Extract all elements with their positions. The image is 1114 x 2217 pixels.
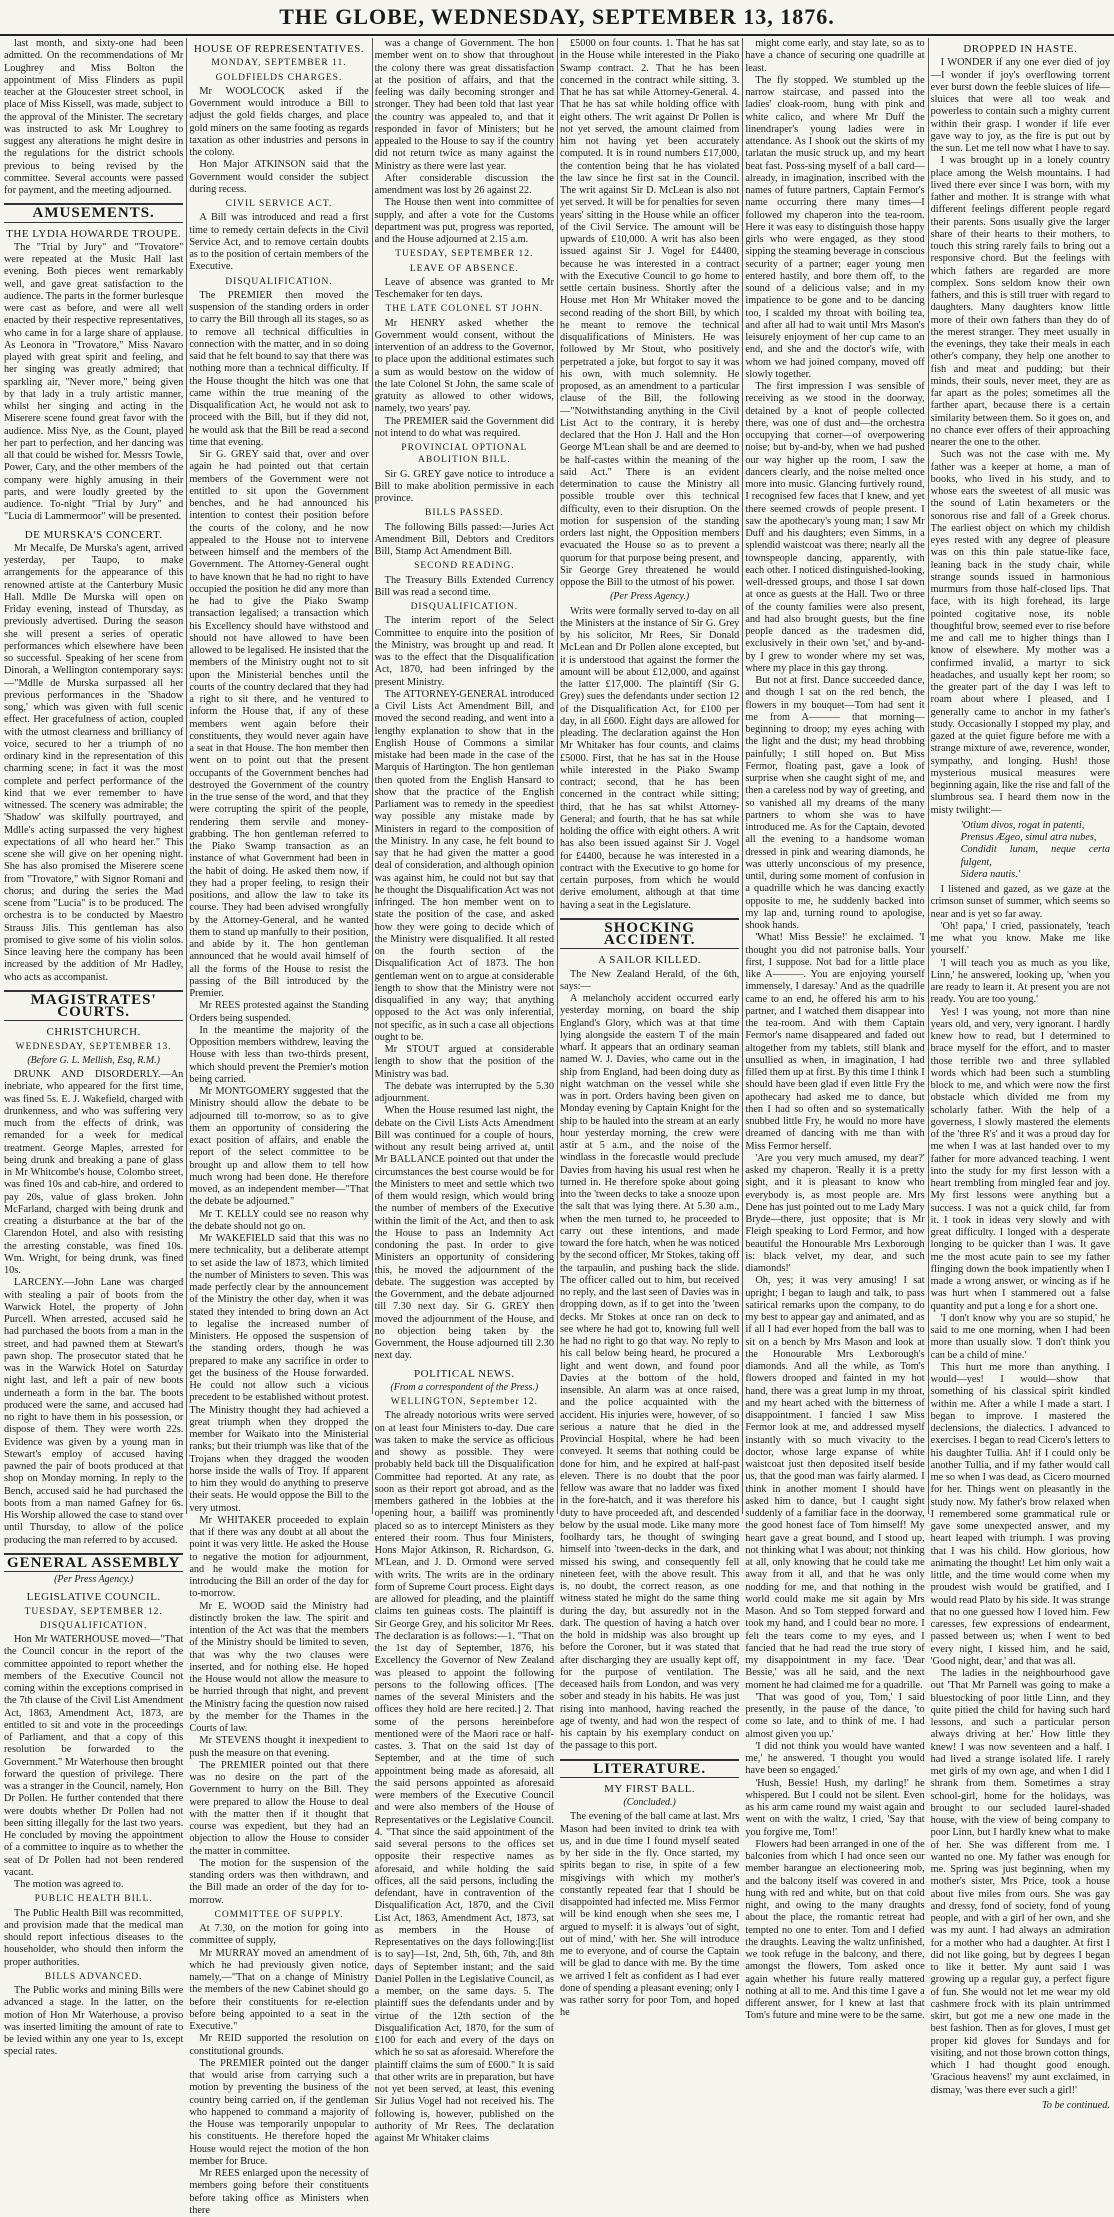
paragraph: Mr T. KELLY could see no reason why the debate should not go on. [189,1208,369,1232]
dateline: DISQUALIFICATION. [39,1620,148,1631]
paragraph: A melancholy accident occurred early yesterday morning, on board the ship England's Glory, which was at that time lying alongside the eastern T of the main wharf. It appears that an ordinary seaman named W. J. Davies, who came out in the ship from England, had been doing duty as night watchman on the vessel while she was in port. Orders having been given on Monday evening by Captain Knight for the ship to be hauled into the stream at an early hour yesterday morning, the crew were astir at 5 a.m., and the noise of the windlass in the forecastle would preclude Davies from having his usual rest when he turned in. He therefore spoke about going into the 'tween decks to take a snooze upon the salt that was lying there. At 5.30 a.m., when the men turned to, he proceeded to carry out these intentions, and made toward the fore hatch, when he was noticed by the second officer, Mr Stokes, taking off the tarpaulin, and pushing back the slide. The officer called out to him, but received no reply, and the last seen of Davies was in dropping down, as if to get into the 'tween decks. Mr Stokes at once ran on deck to see where he had got to, knowing full well he had no right to go that way. No reply to his call below being heard, he procured a light and went down, and found poor Davies at the bottom of the hold, insensible. An alarm was at once raised, and the police acquainted with the accident. His injuries were, however, of so serious a nature that he died in the Provincial Hospital, where he had been conveyed. It seems that nothing could be done for him, and he expired at half-past eleven. There is no doubt that the poor fellow was aware that no ladder was fixed in the fore-hatch, and it was therefore his duty to have proceeded aft, and descended below by the usual mode. Like many more foolhardy tars, he thought of swinging himself into 'tween-decks in the dark, and missed his swing, and consequently fell nineteen feet, with the above result. This is, no doubt, the correct reason, as one witness stated he might do the same thing during the day, but assuredly not in the dark. The question of having a hatch over the hold in midship was also brought up before the Coroner, but it was stated that after discharging they are usually kept off, for the purpose of ventilation. The deceased hails from London, and was very sober and steady in his habits. He was just rising into manhood, having reached the age of twenty, and had won the respect of his captain by his exemplary conduct on the passage to this port. [560,993,740,1752]
paragraph: Mr MONTGOMERY suggested that the Ministry should allow the debate to be adjourned till to-morrow, so as to give them an opportunity of considering the exact position of affairs, and enable the report of the select committee to be brought up and allow them to tell how much wrong had been done. He therefore moved, as an independent member—"That the debate be adjourned." [189,1086,369,1208]
dateline: BILLS ADVANCED. [44,1971,143,1982]
paragraph: Hon Mr WATERHOUSE moved—"That the Council concur in the report of the committee appointed to report whether the members of the Executive Council not coming within the exceptions comprised in the 7th clause of the Civil List Amendment Act, 1863, Amendment Act, 1873, are entitled to sit and vote in the proceedings of Parliament, and that a copy of this resolution be forwarded to the Government." Mr Waterhouse then brought forward the question of privilege. There was a stranger in the Council, namely, Hon Dr Pollen. He further contended that there were doubts whether Dr Pollen had not been sitting illegally for the last two years. He concluded by moving the appointment of a committee to inquire as to whether the seat of Dr Pollen had not been rendered vacant. [4,1634,184,1878]
paragraph: The PREMIER pointed out the danger that would arise from carrying such a motion by preventing the business of the country being carried on, if the gentleman who happened to command a majority of the House was temporarily unpopular to his constituents. He therefore hoped the House would reject the motion of the hon member for Bruce. [189,2057,369,2167]
paragraph: The first impression I was sensible of receiving as we stood in the doorway, detained by a knot of people collected there, was one of dust and—the orchestra occupying that corner—of overpowering noise; but by-and-by, when we had pushed our way higher up the room, I saw the dancers clearly, and the noise melted once more into music. Glancing furtively round, I recognised few faces that I knew, and yet there seemed crowds of people present. I saw the apothecary's young man; I saw Mr Duff and his daughters; even Simms, in a splendid waistcoat was there; nearly all the townspeople dancing, apparently, with each other. I noticed distinguished-looking, well-dressed groups, and those I sat down at once as guests at the Hall. Two or three of the county families were also present, and had also brought guests, but the fine people danced as the tradesmen did, exclusively in their own 'set,' and by-and-by I grew to wonder where my set was, where my place in this gay throng. [745,381,925,674]
byline: (Concluded.) [623,1797,676,1808]
paragraph: The Public works and mining Bills were advanced a stage. In the latter, on the motion of Hon Mr Waterhouse, a proviso was inserted limiting the amount of rate to be levied within any one year to 1s, except special rates. [4,1985,184,2058]
dateline: PUBLIC HEALTH BILL. [34,1894,153,1905]
column-3 [374,38,554,2144]
paragraph: 'Oh! papa,' I cried, passionately, 'teach me what you know. Make me like yourself.' [930,920,1110,957]
column-rule [742,38,743,1514]
byline: (From a correspondent of the Press.) [390,1381,539,1393]
paragraph: 'What! Miss Bessie!' he exclaimed. 'I thought you did not patronise balls. Your first, I suppose. Not bad for a little place like A———. You are enjoying yourself immensely, I daresay.' And as the quadrille came to an end, he offered his arm to his partner, and I watched them disappear into the tea-room. And with them Captain Fermor's name disappeared and faded out altogether from my tablets, still blank and unsullied as when, in imagination, I had filled them up at first. By this time I think I should have been glad if even little Fry the apothecary had asked me to dance, but then I had so often and so systematically snubbed little Fry, he would no more have dreamed of dancing with me than with Miss Fermor herself. [745,932,925,1152]
paragraph: Yes! I was young, not more than nine years old, and very, very ignorant. I hardly knew how to read, but I determined to brace myself for the effort, and to master those terrible two and three syllabled words which had been such a stumbling block to me, and which were now the first obstacle which divided me from my scholarly father. With the help of a governess, I slowly mastered the elements of the 'three R's' and it was a proud day for me when I was at last handed over to my father for more advanced teaching. I went into the study for my first lesson with a heart trembling from mingled fear and joy. My first lessons were anything but a success. I was not a quick child, far from it. I took in ideas very slowly and with great difficulty. I longed with a desperate longing to be quicker than I was. It gave me the most acute pain to see my father flinging down the book impatiently when I made a wrong answer, or wincing as if he was hurt when I stammered out a false quantity and put a long e for a short one. [930,1006,1110,1312]
paragraph: Mr Mecalfe, De Murska's agent, arrived yesterday, per Taupo, to make arrangements for the appearance of this renowned artiste at the Canterbury Music Hall. Mdlle De Murska will open on Friday evening, instead of Thursday, as previously advertised. During the season she will present a series of operatic performances which elsewhere have been so successful. Speaking of her scene from Dinorah, a Wellington contemporary says:—"Mdlle de Murska surpassed all her previous performances in the 'Shadow song,' which was given with full scenic effect. Her gracefulness of action, coupled with the utmost clearness and brilliancy of voice, secured to her a triumph of no ordinary kind in the representation of this charming scene; in fact it was the most complete and perfect performance of the kind that we ever remember to have witnessed. The scenery was admirable; the 'Shadow' was skilfully pourtrayed, and Mdlle's acting surpassed the very highest expectations of all who heard her." This scene she will give on her opening night. She has also promised the Miserere scene from "Trovatore," with Signor Romani and chorus; and during the series the Mad scene from "Lucia" is to be produced. The orchestra is to be conducted by Maestro Strauss Jilis. This gentleman has also promised to give some of his violin solos. Since leaving here the company has been increased by the addition of Mr Hadley, who acts as accompanist. [4,542,184,983]
section-heading: AMUSEMENTS. [4,203,183,222]
dateline: GOLDFIELDS CHARGES. [215,72,343,83]
paragraph: The New Zealand Herald, of the 6th, says:— [560,968,740,992]
paragraph: 'Hush, Bessie! Hush, my darling!' he whispered. But I could not be silent. Even as his arm came round my waist again and went on with the waltz, I cried, 'Say that you forgive me, Tom!' [745,1777,925,1838]
dateline: BILLS PASSED. [424,508,504,519]
article-heading: DROPPED IN HASTE. [963,43,1078,55]
paragraph: Mr WAKEFIELD said that this was no mere technicality, but a deliberate attempt to set aside the law of 1873, which limited the number of Ministers to seven. This was made perfectly clear by the announcement of the Ministry the other day, when it was stated they intended to bring down an Act to legalise the increased number of Ministers. He opposed the suspension of the standing orders, though he was prepared to make any sacrifice in order to get the business of the House forwarded. He could not allow such a vicious precedent to be established without protest. The Ministry thought they had achieved a great triumph when they dropped the member for Waikato into the Ministerial ranks; but their triumph was like that of the Trojans when they dragged the wooden horse inside the walls of Troy. If apparent to him they would do anything to preserve their seats. He would oppose the Bill to the very utmost. [189,1233,369,1514]
dateline: WELLINGTON, September 12. [390,1397,538,1407]
article-heading: DE MURSKA'S CONCERT. [24,528,163,541]
paragraph: Sir G. GREY gave notice to introduce a Bill to make abolition permissive in each province. [374,468,554,504]
dateline: CIVIL SERVICE ACT. [225,199,333,209]
paragraph: The evening of the ball came at last. Mrs Mason had been invited to drink tea with us, and in due time I found myself seated by her side in the fly. Once started, my spirits began to rise, in spite of a few misgivings with which my mother's constantly repeated fear that I should be disappointed had infected me. Miss Fermor will be kind enough when she sees me, I argued to myself: it is always 'out of sight, out of mind,' with her. She will introduce me to everyone, and of course the Captain will be glad to dance with me. By the time we arrived I felt as confident as I had ever done of spending a pleasant evening; only I was rather sorry for poor Tom, and hoped he [560,1811,740,2019]
dateline: PROVINCIAL OPTIONAL ABOLITION BILL. [401,443,528,466]
paragraph: Mr WOOLCOCK asked if the Government would introduce a Bill to adjust the gold fields charges, and place gold miners on the same footing as regards taxation as other industries and persons in the colony. [189,85,369,158]
paragraph: This hurt me more than anything. I would—yes! I would—show that something of his classical spirit kindled within me. After a while I made a start. I began to improve. I mastered the declensions, the dialectics. I advanced to exercises. I began to read Cicero's letters to his daughter Tullia. Ah! if I could only be another Tullia, and if my father would call me so when I was dead, as Cicero mourned for her. Things went on pleasantly in the study now. My father's brow relaxed when I remembered some grammatical rule or gave some unexpected answer, and my heart leaped with triumph. I was proving that I was his child. How glorious, how animating the thought! Let him only wait a little, and the time would come when my proudest wish would be gratified, and I would read Plato by his side. It was strange that no one guessed how I loved him. Few caresses, few expressions of endearment, passed between us; when I went to bed every night, I kissed him, and he said, 'Good night, dear,' and that was all. [930,1361,1110,1667]
paragraph: The motion for the suspension of the standing orders was then withdrawn, and the Bill made an order of the day for to-morrow. [189,1857,369,1906]
paragraph: But not at first. Dance succeeded dance, and though I sat on the red bench, the flowers in my bouquet—Tom had sent it me from A——— that morning—beginning to droop; my eyes aching with the light and the dust; my head throbbing painfully; I still hoped on. But Miss Fermor, floating past, gave a look of surprise when she caught sight of me, and then a careless nod by way of greeting, and so vanished all my dreams of the many partners to whom she was to have introduced me. As for the Captain, devoted all the evening to a handsome woman dressed in pink and wearing diamonds, he was utterly unconscious of my presence, until, during some moment of confusion in a quadrille which he was dancing exactly opposite to me, he suddenly backed into my lap and, turning round to apologise, shook hands. [745,675,925,931]
dateline: LEAVE OF ABSENCE. [409,263,519,274]
section-heading: MAGISTRATES' COURTS. [4,990,183,1022]
byline: (Per Press Agency.) [54,1574,134,1585]
section-heading: SHOCKING ACCIDENT. [560,918,739,950]
paragraph: Mr WHITAKER proceeded to explain that if there was any doubt at all about the point it was very little. He asked the House to negative the motion for adjournment, and he would make the motion for introducing the Bill an order of the day for to-morrow. [189,1514,369,1600]
paragraph: I WONDER if any one ever died of joy—I wonder if joy's overflowing torrent ever burst down the feeble sluices of life—sluices that were all too weak and powerless to contain such a mighty current within their grasp. I wonder if life ever gave way to joy, as the fire is put out by the sun. Let me tell now what I have to say. [930,57,1110,154]
byline: (Before G. L. Mellish, Esq, R.M.) [27,1054,160,1066]
verse-line: Sidera nautis.' [960,868,1021,880]
paragraph: Oh, yes; it was very amusing! I sat upright; I began to laugh and talk, to pass satirical remarks upon the company, to do my best to appear gay and animated, and as if all I had ever hoped from the ball was to sit on a bench by Mrs Mason and look at the Honourable Mrs Lexborough's diamonds. And all the while, as Tom's flowers drooped and fainted in my hot hand, there was a great lump in my throat, and my heart ached with the bitterness of disappointment. I fancied I saw Miss Fermor look at me, and addressed myself instantly with so much vivacity to the doctor, whose large expanse of white waistcoat just then deposited itself beside us, that the good man was fairly alarmed. I think in another moment I should have asked him to dance, but I caught sight suddenly of a familiar face in the doorway, the good honest face of Tom himself! My heart gave a great bound, and I stood up, not thinking what I was about; not thinking at all, only knowing that he could take me away from it all, and that he was only nodding for me, and that nothing in the world could make me sit again by Mrs Mason. And so Tom stepped forward and took my hand, and I could bear no more. I felt the tears come to my eyes, and I fancied that he had read the true story of my disappointment in my face. 'Dear Bessie,' was all he said, and the next moment he had claimed me for a quadrille. [745,1275,925,1691]
paragraph: Mr REES enlarged upon the necessity of members going before their constituents before taking office as Ministers when there [189,2168,369,2216]
paragraph: In the meantime the majority of the Opposition members withdrew, leaving the House with less than two-thirds present, which should prevent the Premier's motion being carried. [189,1024,369,1085]
paragraph: 'I don't know why you are so stupid,' he said to me one morning, when I had been more than usually slow. 'I don't think you can be a child of mine.' [930,1312,1110,1361]
paragraph: 'I will teach you as much as you like, Linn,' he answered, looking up, 'when you are ready to learn it. At present you are not ready. You are too young.' [930,957,1110,1006]
article-heading: A SAILOR KILLED. [598,954,702,967]
verse-line: Prensus Ægeo, simul atra nubes, [960,832,1097,843]
paragraph: 'That was good of you, Tom,' I said presently, in the pause of the dance, 'to come so late, and to think of me. I had almost given you up.' [745,1691,925,1740]
column-rule [372,38,373,1514]
paragraph: The PREMIER then moved the suspension of the standing orders in order to carry the Bill through all its stages, so as to remove all technical difficulties in connection with the matter, and in so doing said that he felt bound to say that there was nothing more than a technical difficulty. If the House thought the hitch was one that came within the true meaning of the Disqualification Act, he would not ask to proceed with the Bill, but if they did not, he would ask that the Bill be read a second time that evening. [189,289,369,448]
dateline: TUESDAY, SEPTEMBER 12. [395,249,534,260]
byline: (Per Press Agency.) [610,591,690,603]
paragraph: Mr REES protested against the Standing Orders being suspended. [189,1000,369,1024]
paragraph: Such was not the case with me. My father was a keeper at home, a man of books, who lived in his study, and to whose ears the sweetest of all music was the sound of Latin hexameters or the sonorous rise and fall of a Greek chorus. The earliest object on which my childish eyes rested with any degree of pleasure was on this thin pale statue-like face, leaning back in the study chair, while strange sounds issued in harmonious murmurs from those half-closed lips. That face, with its high forehead, its large pointed cogitative nose, its noble thoughtful brow, seemed ever to rise before me and call me to higher things than I know of elsewhere. My mother was a confirmed invalid, a martyr to sick headaches, and usually kept her room; so the greater part of the day I was left to roam about where I pleased, and I generally came to anchor in my father's study. Occasionally I stopped my play, and gazed at the quiet figure before me with a strange mixture of awe, reverence, wonder, sympathy, and longing. Hush! those mysterious musical measures were beginning again, like the rise and fall of the slumbrous sea. I heard them now in the misty twilight:— [930,449,1110,816]
page-masthead: THE GLOBE, WEDNESDAY, SEPTEMBER 13, 1876. [0,0,1114,36]
paragraph: Hon Major ATKINSON said that the Government would consider the subject during recess. [189,159,369,195]
paragraph: The "Trial by Jury" and "Trovatore" were repeated at the Music Hall last evening. Both pieces went remarkably well, and gave great satisfaction to the audience. The parts in the former burlesque were cast as before, and were all well enacted by their respective representatives, who came in for a large share of applause. As Leonora in "Trovatore," Miss Navaro played with great spirit and feeling, and her singing was greatly admired; that sparkling air, "Never more," being given by that lady in a truly artistic manner, whilst her singing and acting in the Miserere scene found great favor with the audience. Miss Nye, as the Count, played her part to perfection, and her dancing was all that could be wished for. Messrs Towle, Power, Cary, and the other members of the company were highly amusing in their parts, and were loudly greeted by the audience. To-night "Trial by Jury" and "Lucia di Lammermoor" will be presented. [4,241,184,523]
paragraph: Writs were formally served to-day on all the Ministers at the instance of Sir G. Grey by his solicitor, Mr Rees, Sir Donald McLean and Dr Pollen alone excepted, but it is understood that against the former the amount will be about £12,000, and against the latter £17,000. The plaintiff (Sir G. Grey) sues the defendants under section 12 of the Disqualification Act, for £100 per day, in all £600. Eight days are allowed for pleading. The declaration against the Hon Mr Whitaker has four counts, and claims £5000. First, that he has sat in the House while interested in the Piako Swamp contract; second, that he has been concerned in the contract while sitting; third, that he has sat whilst Attorney-General; and fourth, that he has sat while holding the office with eight others. A writ has also been issued against Sir J. Vogel for £4400, because he was interested in a contract with the Executive to go home for certain purposes, from which he would derive emolument, although at that time having a seat in the Legislature. [560,605,740,911]
column-1 [4,38,184,2058]
paragraph: The ladies in the neighbourhood gave out 'That Mr Parnell was going to make a bluestocking of poor little Linn, and they quite pitied the child for having such hard lessons, and such a particular person always driving at her.' How little they knew! I was now seventeen and a half. I had lived a strange isolated life. I rarely met girls of my own age, and when I did I shrank from them. Sometimes a stray school-girl, home for the holidays, was brought to our secluded laurel-shaded house, with the view of being company to poor Linn, but I hardly knew what to make of her. She was different from me. I wanted no one. My father was enough for me. Spring was just beginning, when my mother's sister, Mrs Price, took a house about five miles from ours. She was gay and dressy, fond of society, fond of young people, and with a girl of her own, and she was my aunt. I had always an admiration for a mother who had a daughter. At first I did not like going, but by degrees I began to like it better. My aunt said I was growing up a regular guy, a perfect figure of fun. She would not let me wear my old cashmere frock with its plain untrimmed skirt, but got me a new one made in the best fashion. Then as for gloves, I must get proper kid gloves for Sundays and for visiting, and not those brown cotton things, which I had thought good enough. 'Gracious heavens!' my aunt exclaimed, in dismay, 'was there ever such a girl!' [930,1668,1110,2096]
paragraph: Mr E. WOOD said the Ministry had distinctly broken the law. The spirit and intention of the Act was that the members of the Ministry should be limited to seven, that was why the two clauses were inserted, and for nothing else. He hoped the House would not allow the measure to be hurried through that night, and prevent the Ministry facing the question now raised by the member for the Thames in the Courts of law. [189,1600,369,1734]
article-heading: POLITICAL NEWS. [414,1367,515,1380]
paragraph: Mr MURRAY moved an amendment of which he had previously given notice, namely,—"That on a change of Ministry the members of the new Cabinet should go before their constituents for re-election before being appointed to a seat in the Executive." [189,1947,369,2032]
dateline: COMMITTEE OF SUPPLY. [214,1909,344,1920]
paragraph: 'Are you very much amused, my dear?' asked my chaperon. 'Really it is a pretty sight, and it is pleasant to know who everybody is, as most people are. Mrs Dene has just pointed out to me Lady Mary Bryde—there, just opposite; that is Mr Fleigh speaking to Lord Fermor, and how beautiful the Honourable Mrs Lexborough is: black velvet, my dear, and such diamonds!' [745,1152,925,1274]
section-heading: GENERAL ASSEMBLY [4,1553,183,1572]
dateline: MONDAY, SEPTEMBER 11. [211,58,347,69]
paragraph: was a change of Government. The hon member went on to show that throughout the colony there was great dissatisfaction at the position of affairs, and that the feeling was daily becoming stronger and stronger. They had been told that last year the country was appealed to, and that it responded in favor of Ministers; but he appealed to the House to say if the country did not return twice as many against the Ministry as there were last year. [374,38,554,172]
paragraph: The PREMIER said the Government did not intend to do what was required. [374,415,554,439]
paragraph: £5000 on four counts. 1. That he has sat in the House while interested in the Piako Swamp contract. 2. That he has been concerned in the contract while sitting. 3. That he has sat while Attorney-General. 4. That he has sat while holding office with eight others. The writ against Dr Pollen is not yet served, the amount claimed from him not having yet been accurately computed. It is in round numbers £17,000, the contention being that he has violated the law since he first sat in the Council. The writ against Sir D. McLean is also not yet served. It will be for penalties for seven years' sitting in the House while an officer of the Civil Service. The amount will be upwards of £10,000. A writ has also been issued against Sir J. Vogel for £4400, because he was interested in a contract with the Executive Council to go home to settle certain business. Shortly after the House met Hon Mr Whitaker moved the second reading of the short Bill, by which he meant to remove the technical disqualifications of Ministers. He was followed by Mr Stout, who positively perpetrated a joke, but forgot to say it was his own, with much solemnity. He proposed, as an amendment to a particular clause of the Bill, the following—"Notwithstanding anything in the Civil List Act to the contrary, it is hereby declared that the Hon J. Hall and the Hon George M'Lean shall be and are deemed to be half-castes within the meaning of the said Act." There is an evident determination to cause the Ministry all possible trouble over this technical difficulty, even to their disruption. On the motion for suspension of the standing orders last night, the Opposition members evacuated the House so as to prevent a quorum for that purpose being present, and Sir George Grey threatened he would oppose the Bill to the utmost of his power. [560,38,740,588]
paragraph: The Treasury Bills Extended Currency Bill was read a second time. [374,574,554,598]
paragraph: The interim report of the Select Committee to enquire into the position of the Ministry, was brought up and read. It was to the effect that the Disqualification Act, 1870, had been infringed by the present Ministry. [374,615,554,688]
paragraph: The PREMIER pointed out that there was no desire on the part of the Government to hurry on the Bill. They were prepared to allow the House to deal with the matter then if it thought that course was expedient, but they had an objection to allow the House to consider the matter in committee. [189,1759,369,1857]
article-heading: HOUSE OF REPRESENTATIVES. [193,43,365,55]
article-heading: CHRISTCHURCH. [46,1026,141,1039]
paragraph: I listened and gazed, as we gaze at the crimson sunset of summer, which seems so near and is yet so far away. [930,884,1110,920]
paragraph: The Public Health Bill was recommitted, and provision made that the medical man should report infectious diseases to the householder, who should then inform the proper authorities. [4,1907,184,1968]
paragraph: Mr REID supported the resolution on constitutional grounds. [189,2033,369,2057]
dateline: DISQUALIFICATION. [410,602,519,612]
paragraph: DRUNK AND DISORDERLY.—An inebriate, who appeared for the first time, was fined 5s. E. J. Wakefield, charged with drunkenness, and who was suffering very much from the effects of drink, was remanded for a week for medical treatment. George Maples, arrested for being drunk and breaking a pane of glass in Mr Whitcombe's house, Colombo street, was fined 10s and cab-hire, and ordered to pay 20s, value of glass broken. John McFarland, charged with being drunk and creating a disturbance at the bar of the Clarendon Hotel, and also with resisting the arresting constable, was fined 10s. Wm. Wright, for being drunk, was fined 10s. [4,1069,184,1276]
paragraph: Mr STOUT argued at considerable length to show that the position of the Ministry was bad. [374,1044,554,1080]
paragraph: The following Bills passed:—Juries Act Amendment Bill, Debtors and Creditors Bill, Stamp Act Amendment Bill. [374,521,554,557]
continuation-note: To be continued. [1042,2099,1110,2111]
paragraph: Mr HENRY asked whether the Government would consent, without the intervention of an address to the Governor, to place upon the additional estimates such a sum as would bestow on the widow of the late Colonel St John, the same scale of gratuity as allowed to other widows, namely, two years' pay. [374,317,554,415]
paragraph: The debate was interrupted by the 5.30 adjournment. [374,1080,554,1104]
paragraph: 'I did not think you would have wanted me,' he answered. 'I thought you would have been so engaged.' [745,1740,925,1777]
column-rule [557,38,558,1514]
paragraph: Leave of absence was granted to Mr Teschemaker for ten days. [374,276,554,300]
article-heading: LEGISLATIVE COUNCIL. [26,1591,161,1604]
article-heading: THE LYDIA HOWARDE TROUPE. [6,227,182,240]
column-rule [186,38,187,1514]
dateline: DISQUALIFICATION. [225,276,333,287]
paragraph: Sir G. GREY said that, over and over again he had pointed out that certain members of the Government were not entitled to sit upon the Government benches, and he had announced his intention to contest their position before the courts of the colony, and he now appealed to the House not to intervene between himself and the members of the Government. The Attorney-General ought to have known that he had no right to have occupied the position he did any more than he had to give the Piako Swamp transaction legalised; a transaction which his Excellency should have withstood and should not have allowed to have been allowed to be legalised. He insisted that the members of the Ministry ought not to sit upon the Ministerial benches until the courts of the country declared that they had a right to sit there, and he ventured to inform the House that, if any of these members went again before their constituents, they would never again have a seat in that House. The hon member then went on to point out that the present occupants of the Government benches had destroyed the Government of the country in the true sense of the word, and that they were corrupting the spirit of the people, rendering them servile and money-grabbing. The hon gentleman referred to the Piako Swamp transaction as an instance of what Government had been in the habit of doing. He asked them now, if they had a proper feeling, to resign their positions, and allow the law to take its course. They had been advised wrongfully by the Attorney-General, and he wanted them to stand up manfully to their position, and abide by it. The hon gentleman announced that he would avail himself of all the forms of the House to resist the passing of the Bill introduced by the Premier. [189,449,369,999]
paragraph: might come early, and stay late, so as to have a chance of securing one quadrille at least. [745,38,925,74]
column-5 [745,38,925,2022]
columns-container [4,38,1110,2216]
paragraph: The fly stopped. We stumbled up the narrow staircase, and passed into the ladies' cloak-room, hung with pink and white calico, and where Mr Duff the linendraper's young ladies were in attendance. As I shook out the skirts of my tarlatan the music struck up, and my heart beat fast. Poss-sing myself of a ball card—already, in imagination, inscribed with the names of future partners, Captain Fermor's name occurring there many times—I followed my chaperon into the tea-room. Here it was easy to distinguish those happy girls who were engaged, as they stood sipping the steaming beverage in conscious security of a partner; eager young men entered hastily, and bore them off, to the sound of a delicious valse; and in my impatience to be gone and to be dancing too, I scalded my throat with boiling tea, and after all had to wait until Mrs Mason's leisurely enjoyment of her cup came to an end, and she and the doctor's wife, with whom we had joined company, moved off slowly together. [745,74,925,380]
column-6 [930,38,1110,2111]
paragraph: A Bill was introduced and read a first time to remedy certain defects in the Civil Service Act, and to remove certain doubts as to the position of certain members of the Executive. [189,212,369,273]
paragraph: When the House resumed last night, the debate on the Civil Lists Acts Amendment Bill was continued for a couple of hours, without any result being arrived at, until Mr BALLANCE pointed out that under the circumstances the best course would be for the Ministers to meet and settle which two of them would resign, which would bring the number of members of the Executive within the limit of the Act, and then to ask the House to pass an Indemnity Act condoning the past. In order to give Ministers an opportunity of considering this, he moved the adjournment of the debate. The suggestion was accepted by the Government, and the debate adjourned till 7.30 next day. Sir G. GREY then moved the adjournment of the House, and no objection being taken by the Government, the House adjourned till 2.30 next day. [374,1105,554,1362]
column-2 [189,38,369,2216]
paragraph: After considerable discussion the amendment was lost by 26 against 22. [374,172,554,196]
column-4 [560,38,740,2019]
paragraph: The ATTORNEY-GENERAL introduced a Civil Lists Act Amendment Bill, and moved the second reading, and went into a lengthy explanation to show that in the English House of Commons a similar mistake had been made in the case of the Marquis of Hartington. The hon gentleman then quoted from the English Hansard to show that the practice of the English Parliament was to remedy in the speediest way possible any mistake made by Ministers in regard to the composition of the Ministry. In any case, he felt bound to say that he had given the matter a good deal of consideration, and although opinion was against him, he could not but say that he thought the Disqualification Act was not infringed. The hon member went on to state the position of the case, and asked how they were going to decide which of the Ministry were disqualified. It all rested on the fourth section of the Disqualification Act of 1873. The hon gentleman went on to argue at considerable length to show that the Ministry were not disqualified in any way; that anything opposed to the Act was only inferential, not specific, as in such a case all objections ought to be. [374,688,554,1043]
column-rule [928,38,929,1514]
paragraph: last month, and sixty-one had been admitted. On the recommendations of Mr Loughrey and Miss Bolton the appointment of Miss Flinders as pupil teacher at the Gloucester street school, in place of Miss Kissell, was made, subject to the approval of the Minister. The secretary was instructed to ask Mr Loughrey to suggest any alterations he might desire in the regulations for the district schools previous to being revised by the committee. Several accounts were passed for payment, and the meeting adjourned. [4,38,184,196]
paragraph: LARCENY.—John Lane was charged with stealing a pair of boots from the Warwick Hotel, the property of John Purcell. When arrested, accused said he had purchased the boots from a man in the street, and had pawned them at Stewart's pawn shop. The prosecutor stated that he was in the Warwick Hotel on Saturday night last, and left a pair of new boots underneath a form in the bar. The boots produced were the same, and accused had no right to have them in his possession, or dispose of them. They were worth 22s. Evidence was given by a young man in Stewart's employ of accused having pawned the pair of boots produced at that shop on Monday morning. In reply to the Bench, accused said he had purchased the boots from a man named Gafney for 6s. His Worship allowed the case to stand over until Thursday, to allow of the police producing the man referred to by accused. [4,1277,184,1546]
dateline: WEDNESDAY, SEPTEMBER 13. [15,1041,172,1052]
paragraph: The motion was agreed to. [14,1879,124,1890]
paragraph: The already notorious writs were served on at least four Ministers to-day. Due care was taken to make the service as officious and showy as possible. They were probably held back till the Disqualification Committee had reported. At any rate, as soon as their report got abroad, and as the members gathered in the lobbies at the opening hour, a bailiff was prominently placed so as to intercept Ministers as they entered their room. Thus four Ministers, Hons Major Atkinson, R. Richardson, G. M'Lean, and J. D. Ormond were served with writs. The writs are in the ordinary form of Supreme Court process. Eight days are allowed for pleading, and the plaintiff claims ten guineas costs. The plaintiff is Sir George Grey, and his solicitor Mr Rees. The declaration is as follows:—1. "That on the 1st day of September, 1876, his Excellency the Governor of New Zealand was pleased to appoint the following persons to the following offices. [The names of the several Ministers and the offices they hold are here recited.] 2. That some of the persons hereinbefore mentioned were of the Maori race or half-castes. 3. That on the said 1st day of September, and at the time of such appointment being made as aforesaid, all the said persons appointed as aforesaid were members of the Executive Council and were also members of the House of Representatives or the Legislative Council. 4. "That since the said appointment of the said several persons to the offices set opposite their respective names as aforesaid, and while holding the said offices, all the said persons, including the defendant, have in contravention of the Disqualification Act, 1870, and the Civil List Act, 1863, Amendment Act, 1873, sat as members in the House of Representatives on the days following:[list is to say]—1st, 2nd, 5th, 6th, 7th, and 8th days of September instant; and the said Daniel Pollen in the Legislative Council, as a member, on the same days. 5. The plaintiff sues the defendants under and by virtue of the 12th section of the Disqualification Act, 1870, for the sum of £100 for each and every of the days on which he so sat as aforesaid. Wherefore the plaintiff claims the sum of £600." It is said that other writs are in preparation, but have not yet been served, at least, this evening Sir Julius Vogel had not received his. The following is, however, published on the authority of Mr Rees. The declaration against Mr Whitaker claims [374,1410,554,2144]
dateline: THE LATE COLONEL ST JOHN. [385,304,544,315]
paragraph: I was brought up in a lonely country place among the Welsh mountains. I had lived there ever since I was born, with my father and mother. It is strange with what different feelings different people regard their parents. Sons usually give the larger share of their hearts to their mothers, to touch this string rarely fails to bring out a responsive chord. But the feelings with which fathers are regarded are more complex. Sons seldom know their own fathers, and this is still truer with regard to daughters. Many daughters know little more of their own fathers than they do of the merest stranger. They meet usually in the evenings, they take their meals in each other's company, they help one another to fish and meat and pudding; but their minds, their souls, never meet, they are as far apart as the poles; sometimes all the farther apart, because there is a certain similarity between them. So it goes on, and no chance ever offers of their approaching nearer the one to the other. [930,155,1110,448]
dateline: SECOND READING. [414,561,515,572]
verse [961,820,1110,881]
section-heading: LITERATURE. [560,1759,739,1778]
article-heading: MY FIRST BALL. [604,1782,696,1795]
verse-line: Condidit lunam, neque certa fulgent, [960,844,1110,868]
verse-line: 'Otium divos, rogat in patenti, [960,819,1085,831]
paragraph: Flowers had been arranged in one of the balconies from which I had once seen our member harangue an electioneering mob, and the balcony itself was covered in and hung with red and white, but on that cold night, and owing to the many draughts about the place, the romantic retreat had tempted no one to enter. Tom and I defied the draughts. Leaving the waltz unfinished, we took refuge in the balcony, and there, amongst the flowers, Tom asked once again whether his future really mattered nothing at all to me. And this time I gave a different answer, for I knew at last that Tom's future and mine were to be the same. [745,1838,925,2022]
paragraph: Mr STEVENS thought it inexpedient to push the measure on that evening. [189,1735,369,1759]
paragraph: At 7.30, on the motion for going into committee of supply, [189,1923,369,1947]
dateline: TUESDAY, SEPTEMBER 12. [24,1606,163,1617]
paragraph: The House then went into committee of supply, and after a vote for the Customs department was put, progress was reported, and the House adjourned at 2.15 a.m. [374,197,554,245]
